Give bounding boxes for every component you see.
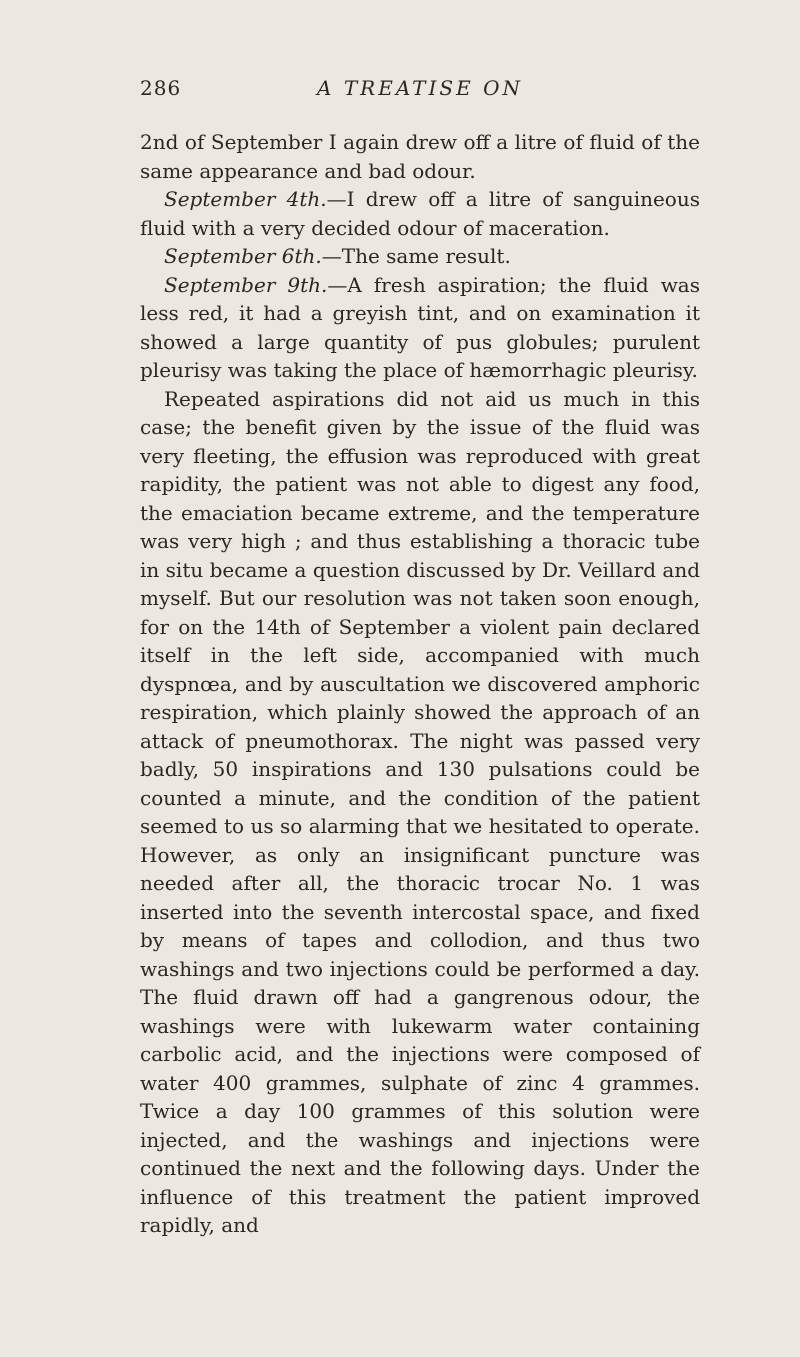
paragraph-text: —I drew off a litre of sanguineous fluid with a very decided odour of maceration.	[140, 187, 700, 240]
paragraph-text: —The same result.	[321, 244, 511, 268]
paragraph-sept-9	[140, 271, 700, 385]
paragraph-date: September 6th.	[164, 244, 322, 268]
page-number: 286	[140, 76, 182, 100]
body-text	[140, 128, 700, 1240]
paragraph-sept-6	[140, 242, 700, 271]
paragraph-continuation	[140, 128, 700, 185]
paragraph-treatment	[140, 385, 700, 1240]
paragraph-sept-4	[140, 185, 700, 242]
running-head	[140, 76, 700, 106]
paragraph-text: Repeated aspirations did not aid us much in this case; the benefit given by the issue of the fluid was very fleeting, the effusion was reproduced with great rapidity, the patient was not able to digest any food, the emaciation became extreme, and the temperature was very high ; and thus establishing a thoracic tube in situ became a question discussed by Dr. Veillard and myself. But our resolution was not taken soon enough, for on the 14th of September a violent pain declared itself in the left side, accompanied with much dyspnœa, and by auscultation we discovered amphoric respiration, which plainly showed the approach of an attack of pneumothorax. The night was passed very badly, 50 inspirations and 130 pulsations could be counted a minute, and the condition of the patient seemed to us so alarming that we hesitated to operate. However, as only an insignificant puncture was needed after all, the thoracic trocar No. 1 was inserted into the seventh intercostal space, and fixed by means of tapes and collodion, and thus two washings and two injections could be performed a day. The fluid drawn off had a gangrenous odour, the washings were with lukewarm water containing carbolic acid, and the injections were composed of water 400 grammes, sulphate of zinc 4 grammes. Twice a day 100 grammes of this solution were injected, and the washings and injections were continued the next and the following days. Under the influence of this treatment the patient improved rapidly, and	[140, 386, 700, 1237]
paragraph-text: —A fresh aspiration; the fluid was less red, it had a greyish tint, and on examination it showed a large quantity of pus globules; purulent pleurisy was taking the place of hæmorrhagic pleurisy.	[140, 272, 700, 382]
paragraph-date: September 9th.	[164, 272, 328, 297]
paragraph-text: 2nd of September I again drew off a litre of fluid of the same appearance and bad odour.	[140, 130, 700, 183]
running-title: A TREATISE ON	[317, 76, 523, 100]
paragraph-date: September 4th.	[164, 187, 327, 211]
